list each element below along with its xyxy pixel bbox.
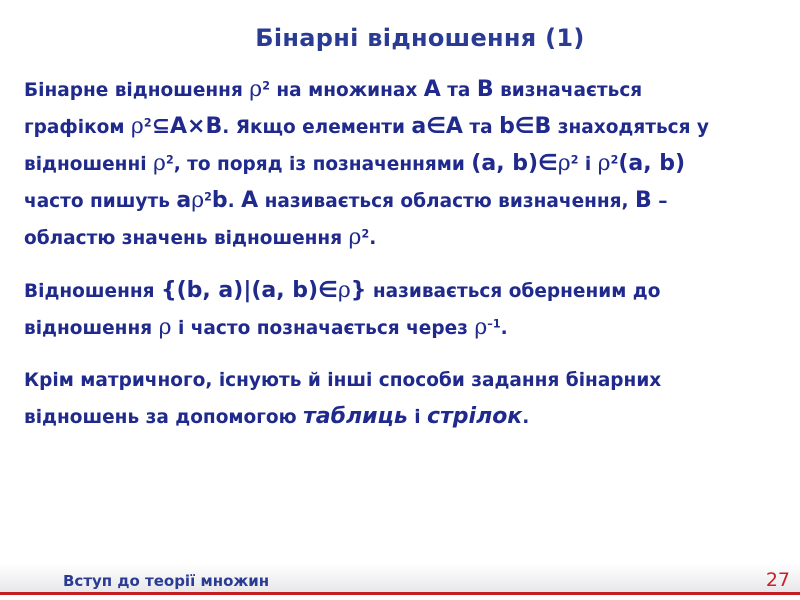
text-segment: називається оберненим до bbox=[366, 281, 661, 302]
superscript: 2 bbox=[165, 153, 174, 167]
formula-pair: (a, b) bbox=[618, 151, 686, 176]
footer-divider bbox=[0, 592, 800, 595]
formula-b: b bbox=[211, 188, 228, 213]
text-segment: відношень за допомогою bbox=[24, 407, 304, 428]
formula-a-in-a: a∈A bbox=[411, 114, 463, 139]
rho-symbol: ρ bbox=[249, 77, 263, 102]
footer-course-title: Вступ до теорії множин bbox=[63, 572, 270, 590]
rho-symbol: ρ bbox=[474, 315, 488, 340]
text-segment: та bbox=[440, 80, 477, 101]
set-a: A bbox=[241, 188, 259, 213]
text-segment: визначається bbox=[493, 80, 643, 101]
set-a: A bbox=[423, 77, 441, 102]
text-segment: . bbox=[227, 191, 242, 212]
footer-bar bbox=[0, 564, 800, 592]
text-segment: , то поряд із позначеннями bbox=[173, 154, 472, 175]
page-number: 27 bbox=[765, 569, 790, 591]
formula-brace: } bbox=[350, 278, 367, 303]
text-segment: і часто позначається через bbox=[171, 318, 475, 339]
slide-body bbox=[24, 72, 774, 436]
text-segment: Крім матричного, існують й інші способи задання бінарних bbox=[24, 370, 662, 391]
emphasis-tables: таблиць bbox=[303, 404, 408, 429]
text-segment: . bbox=[500, 318, 508, 339]
formula-pair-in: (a, b)∈ bbox=[471, 151, 558, 176]
text-segment: . bbox=[522, 407, 530, 428]
text-segment: на множинах bbox=[269, 80, 424, 101]
text-segment: . bbox=[369, 228, 377, 249]
set-b: B bbox=[635, 188, 652, 213]
text-segment: знаходяться у bbox=[551, 117, 709, 138]
text-segment: графіком bbox=[24, 117, 131, 138]
formula-subset-product: ⊆A×B bbox=[151, 114, 223, 139]
text-segment: та bbox=[462, 117, 500, 138]
formula-inverse-set: {(b, a)|(a, b)∈ bbox=[160, 278, 338, 303]
text-segment: і bbox=[578, 154, 598, 175]
superscript: 2 bbox=[361, 227, 370, 241]
text-segment: відношення bbox=[24, 318, 159, 339]
superscript: 2 bbox=[262, 79, 270, 93]
text-segment: називається областю визначення, bbox=[258, 191, 636, 212]
text-segment: – bbox=[651, 191, 668, 212]
formula-a: a bbox=[176, 188, 192, 213]
set-b: B bbox=[476, 77, 494, 102]
rho-symbol: ρ bbox=[348, 225, 362, 250]
paragraph-methods bbox=[24, 363, 774, 436]
text-segment: Відношення bbox=[24, 281, 161, 302]
rho-symbol: ρ bbox=[557, 151, 571, 176]
superscript: –1 bbox=[487, 317, 501, 331]
rho-symbol: ρ bbox=[337, 278, 351, 303]
paragraph-definition bbox=[24, 72, 774, 257]
paragraph-inverse bbox=[24, 273, 774, 347]
rho-symbol: ρ bbox=[191, 188, 205, 213]
superscript: 2 bbox=[570, 153, 579, 167]
rho-symbol: ρ bbox=[130, 114, 144, 139]
text-segment: Бінарне відношення bbox=[24, 80, 250, 101]
rho-symbol: ρ bbox=[153, 151, 166, 176]
text-segment: часто пишуть bbox=[24, 191, 177, 212]
superscript: 2 bbox=[143, 116, 152, 130]
formula-b-in-b: b∈B bbox=[499, 114, 552, 139]
text-segment: і bbox=[407, 407, 427, 428]
superscript: 2 bbox=[204, 190, 212, 204]
slide-title: Бінарні відношення (1) bbox=[255, 24, 585, 52]
emphasis-arrows: стрілок bbox=[427, 404, 523, 429]
rho-symbol: ρ bbox=[597, 151, 611, 176]
text-segment: областю значень відношення bbox=[24, 228, 349, 249]
superscript: 2 bbox=[610, 153, 619, 167]
rho-symbol: ρ bbox=[158, 315, 172, 340]
text-segment: . Якщо елементи bbox=[222, 117, 412, 138]
text-segment: відношенні bbox=[24, 154, 154, 175]
